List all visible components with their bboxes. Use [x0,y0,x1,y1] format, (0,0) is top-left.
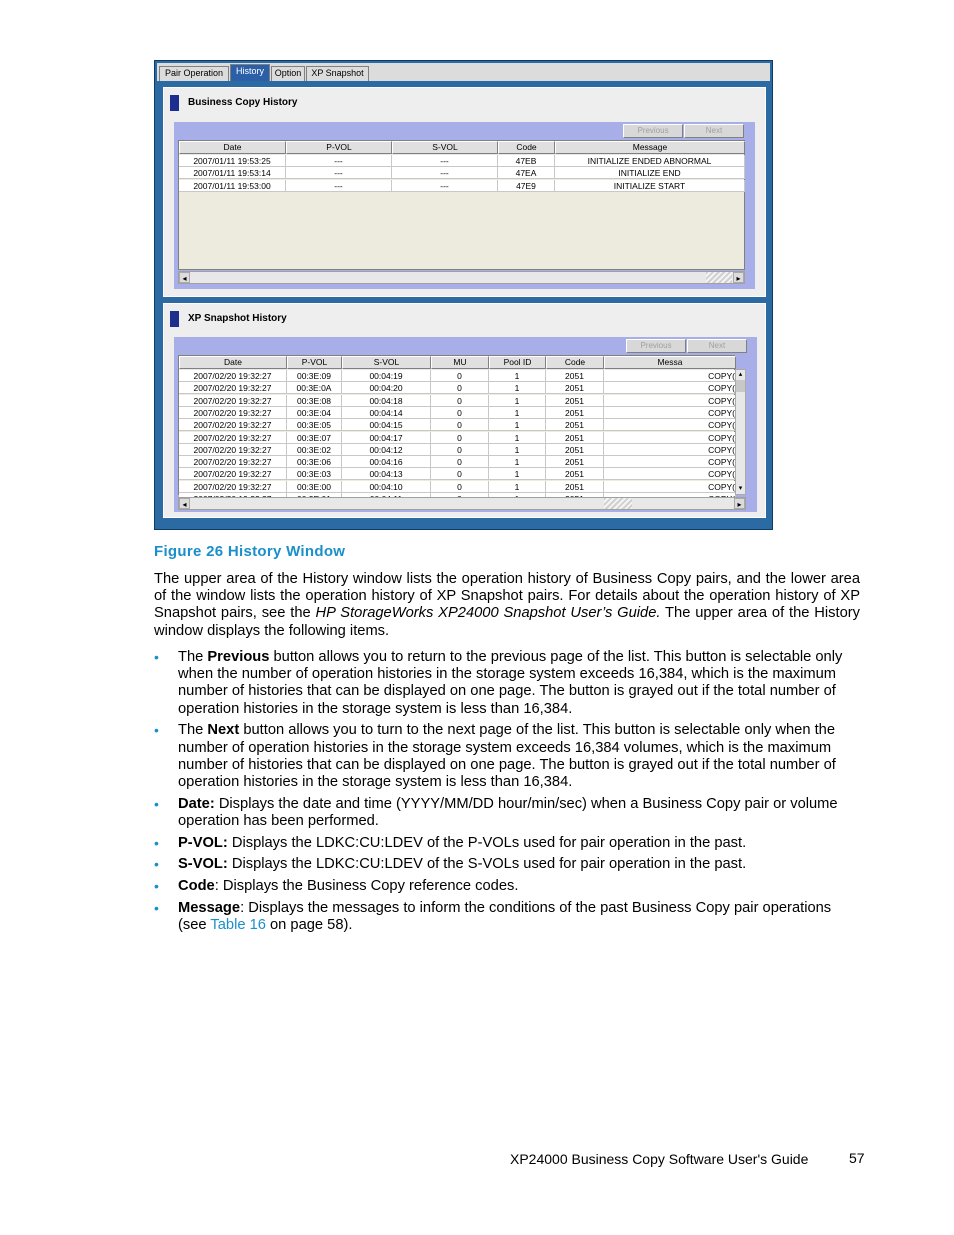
bullet-icon: • [154,795,159,812]
item-text: : Displays the Business Copy reference codes. [214,877,519,894]
table-cell: 2051 [546,444,604,456]
table-cell: 00:3E:05 [287,419,342,431]
table-cell: COPY( [604,481,736,493]
section-marker-icon [170,95,179,111]
table-cell: 1 [489,382,546,394]
table-cell: 2007/02/20 19:32:27 [179,468,287,480]
table-cell: 1 [489,456,546,468]
snap-history-table [178,355,735,495]
column-header[interactable]: Message [555,141,745,154]
item-term: S-VOL: [178,856,228,873]
tab-bar [157,63,770,81]
table-cell: 0 [431,456,489,468]
table-cell: 2051 [546,432,604,444]
intro-text: The upper area of the History window displays the following items. [154,605,861,639]
table-cell: 00:3E:0A [287,382,342,394]
table-cell: 1 [489,370,546,382]
table-row[interactable] [179,382,734,394]
table-cell: 2007/02/20 19:32:27 [179,444,287,456]
table-cell: 00:3E:00 [287,481,342,493]
table-cell: 0 [431,407,489,419]
table-cell: 2051 [546,456,604,468]
table-cell: 2007/02/20 19:32:27 [179,419,287,431]
table-cell: INITIALIZE ENDED ABNORMAL [555,155,745,167]
business-copy-history-panel [163,87,766,297]
table-cell: 00:3E:06 [287,456,342,468]
table-cell: 1 [489,432,546,444]
table-cell: 1 [489,407,546,419]
bc-next-button[interactable]: Next [684,124,744,138]
scroll-right-icon[interactable]: ▸ [734,498,745,509]
table-cell: 00:04:14 [342,407,431,419]
item-text: The [178,649,208,665]
table-cell: 0 [431,419,489,431]
table-cell: 2007/02/20 19:32:27 [179,407,287,419]
footer-title: XP24000 Business Copy Software User's Guide [510,1151,809,1167]
table-row[interactable] [179,370,734,382]
table-cell: 00:04:20 [342,382,431,394]
item-term: Previous [207,649,270,665]
figure-caption: Figure 26 History Window [154,543,346,560]
table-cell: --- [286,180,392,192]
table-cell: 2051 [546,468,604,480]
table-row[interactable] [179,395,734,407]
table-row[interactable] [179,456,734,468]
list-item [154,878,844,895]
business-copy-history-title [170,94,297,112]
table-cell: 0 [431,370,489,382]
table-cell: 0 [431,481,489,493]
scroll-down-icon[interactable]: ▾ [738,485,743,492]
table-cell: 2007/02/20 19:32:27 [179,395,287,407]
table-cell: 2007/02/20 19:32:27 [179,432,287,444]
tab-pair-operation[interactable]: Pair Operation [159,66,229,81]
list-item [154,796,844,830]
table-cell: 1 [489,395,546,407]
table-cell: 00:04:19 [342,370,431,382]
table-row[interactable] [179,481,734,493]
table-row[interactable] [179,468,734,480]
snap-previous-button[interactable]: Previous [626,339,686,353]
list-item [154,835,844,852]
bullet-icon: • [154,856,159,873]
table-row[interactable] [179,167,744,179]
column-header[interactable]: P-VOL [287,356,342,369]
table-row[interactable] [179,180,744,192]
bc-horizontal-scrollbar[interactable] [178,271,745,284]
snap-history-table-panel [174,337,757,512]
table-cell: --- [286,167,392,179]
table-cell: 47EA [498,167,555,179]
tab-xp-snapshot[interactable]: XP Snapshot [306,66,369,81]
item-term: Next [207,722,240,739]
table-cell: --- [392,180,498,192]
column-header[interactable]: Date [179,141,286,154]
scroll-thumb[interactable] [706,272,732,283]
table-cell: 0 [431,468,489,480]
table-cell: 00:04:16 [342,456,431,468]
table-cell: COPY( [604,382,736,394]
table-cell: 2051 [546,419,604,431]
bullet-icon: • [154,899,159,916]
table-header [179,141,744,155]
table-cell: INITIALIZE START [555,180,745,192]
table-cell: 00:04:12 [342,444,431,456]
section-title-text: Business Copy History [188,97,298,108]
table-row[interactable] [179,155,744,167]
column-header[interactable]: Code [546,356,604,369]
table-cell: COPY( [604,468,736,480]
bullet-icon: • [154,877,159,894]
table-cell: 2007/02/20 19:32:27 [179,382,287,394]
item-text: Displays the LDKC:CU:LDEV of the S-VOLs used for pair operation in the past. [227,856,747,873]
bullet-icon: • [154,649,159,665]
table-cell: 2051 [546,407,604,419]
column-header[interactable]: Pool ID [489,356,546,369]
table-row[interactable] [179,432,734,444]
table-cell: --- [392,155,498,167]
list-item [154,856,844,873]
table-cell: COPY( [604,432,736,444]
table-cell: 2051 [546,370,604,382]
column-header[interactable]: P-VOL [286,141,392,154]
scroll-left-icon[interactable]: ◂ [179,272,190,283]
table-cell: 00:04:18 [342,395,431,407]
table-cell: 0 [431,382,489,394]
bullet-icon: • [154,722,159,739]
scroll-left-icon[interactable]: ◂ [179,498,190,509]
table-cell: 2007/02/20 19:32:27 [179,456,287,468]
table-cell: --- [392,167,498,179]
table-16-link[interactable]: Table 16 [210,916,266,933]
items-list [154,649,844,939]
table-row[interactable] [179,444,734,456]
table-cell: 2007/01/11 19:53:14 [179,167,286,179]
table-cell: 2007/01/11 19:53:00 [179,180,286,192]
item-text: on page 58). [265,916,353,933]
table-cell: 0 [431,395,489,407]
bc-history-table-panel [174,122,755,289]
bullet-icon: • [154,834,159,851]
table-cell: 00:3E:03 [287,468,342,480]
item-text: The [178,722,208,739]
item-text: Displays the LDKC:CU:LDEV of the P-VOLs used for pair operation in the past. [227,834,747,851]
item-text: Displays the date and time (YYYY/MM/DD hour/min/sec) when a Business Copy pair or volume operation has been performed. [178,795,838,829]
table-cell: 00:3E:04 [287,407,342,419]
bc-history-table [178,140,745,270]
table-cell: COPY( [604,456,736,468]
scroll-thumb[interactable] [604,498,632,509]
table-cell: 47EB [498,155,555,167]
table-cell: 2007/01/11 19:53:25 [179,155,286,167]
tab-history[interactable]: History [230,64,270,81]
table-cell: 2007/02/20 19:32:27 [179,481,287,493]
list-item [154,649,844,718]
column-header[interactable]: S-VOL [342,356,431,369]
section-marker-icon [170,311,179,327]
scroll-right-icon[interactable]: ▸ [733,272,744,283]
table-cell: 2051 [546,395,604,407]
item-term: Date: [178,795,215,812]
list-item [154,900,844,934]
table-cell: 00:3E:07 [287,432,342,444]
table-cell: 00:3E:09 [287,370,342,382]
column-header[interactable]: S-VOL [392,141,498,154]
scroll-up-icon[interactable]: ▴ [738,371,743,378]
bc-previous-button[interactable]: Previous [623,124,683,138]
guide-title: HP StorageWorks XP24000 Snapshot User’s Guide. [315,605,661,622]
xp-snapshot-history-panel [163,303,766,518]
table-cell: 00:04:13 [342,468,431,480]
column-header[interactable]: MU [431,356,489,369]
table-cell: 47E9 [498,180,555,192]
item-term: Message [178,899,241,916]
intro-text: The upper area of the History window lists the operation history of Business Copy pairs, and the lower area of the window lists the operation history of XP Snapshot pairs. For details about the operation history of XP Snapshot pairs, see the [154,571,860,622]
table-cell: COPY( [604,419,736,431]
table-header [179,356,734,370]
table-cell: COPY( [604,444,736,456]
table-cell: 1 [489,444,546,456]
item-term: P-VOL: [178,834,228,851]
list-item [154,722,844,791]
table-cell: COPY( [604,395,736,407]
table-cell: 00:04:17 [342,432,431,444]
table-cell: 0 [431,444,489,456]
table-cell: 2007/02/20 19:32:27 [179,370,287,382]
table-cell: 1 [489,481,546,493]
scroll-thumb[interactable] [736,380,745,392]
snap-horizontal-scrollbar[interactable] [178,497,746,510]
column-header[interactable]: Code [498,141,555,154]
table-row[interactable] [179,419,734,431]
intro-paragraph [154,571,860,640]
table-cell: 1 [489,419,546,431]
tab-option[interactable]: Option [271,66,305,81]
item-term: Code [178,877,215,894]
table-cell: 00:3E:08 [287,395,342,407]
table-cell: 2051 [546,382,604,394]
page-number: 57 [849,1150,865,1166]
table-cell: 2051 [546,481,604,493]
item-text: : Displays the messages to inform the conditions of the past Business Copy pair operations (see [178,899,832,933]
section-title-text: XP Snapshot History [188,313,287,324]
table-cell: 00:04:15 [342,419,431,431]
column-header[interactable]: Messa [604,356,736,369]
column-header[interactable]: Date [179,356,287,369]
table-cell: COPY( [604,370,736,382]
snap-vertical-scrollbar[interactable] [735,369,746,495]
item-text: button allows you to turn to the next page of the list. This button is selectable only when the number of operation histories in the storage system exceeds 16,384 volumes, which is the maximum number of histories that can be displayed on one page. The button is grayed out if the total number of operation histories in the storage system is less than 16,384. [178,722,836,790]
table-cell: 00:3E:02 [287,444,342,456]
xp-snapshot-history-title [170,310,287,328]
history-window-screenshot [154,60,773,530]
table-cell: COPY( [604,407,736,419]
table-cell: 1 [489,468,546,480]
table-cell: 0 [431,432,489,444]
table-cell: --- [286,155,392,167]
snap-next-button[interactable]: Next [687,339,747,353]
item-text: button allows you to return to the previous page of the list. This button is selectable only when the number of operation histories in the storage system exceeds 16,384, which is the maximum number of histories that can be displayed on one page. The button is grayed out if the total number of operation histories in the storage system is less than 16,384. [178,649,843,717]
table-row[interactable] [179,407,734,419]
table-cell: 00:04:10 [342,481,431,493]
table-cell: INITIALIZE END [555,167,745,179]
